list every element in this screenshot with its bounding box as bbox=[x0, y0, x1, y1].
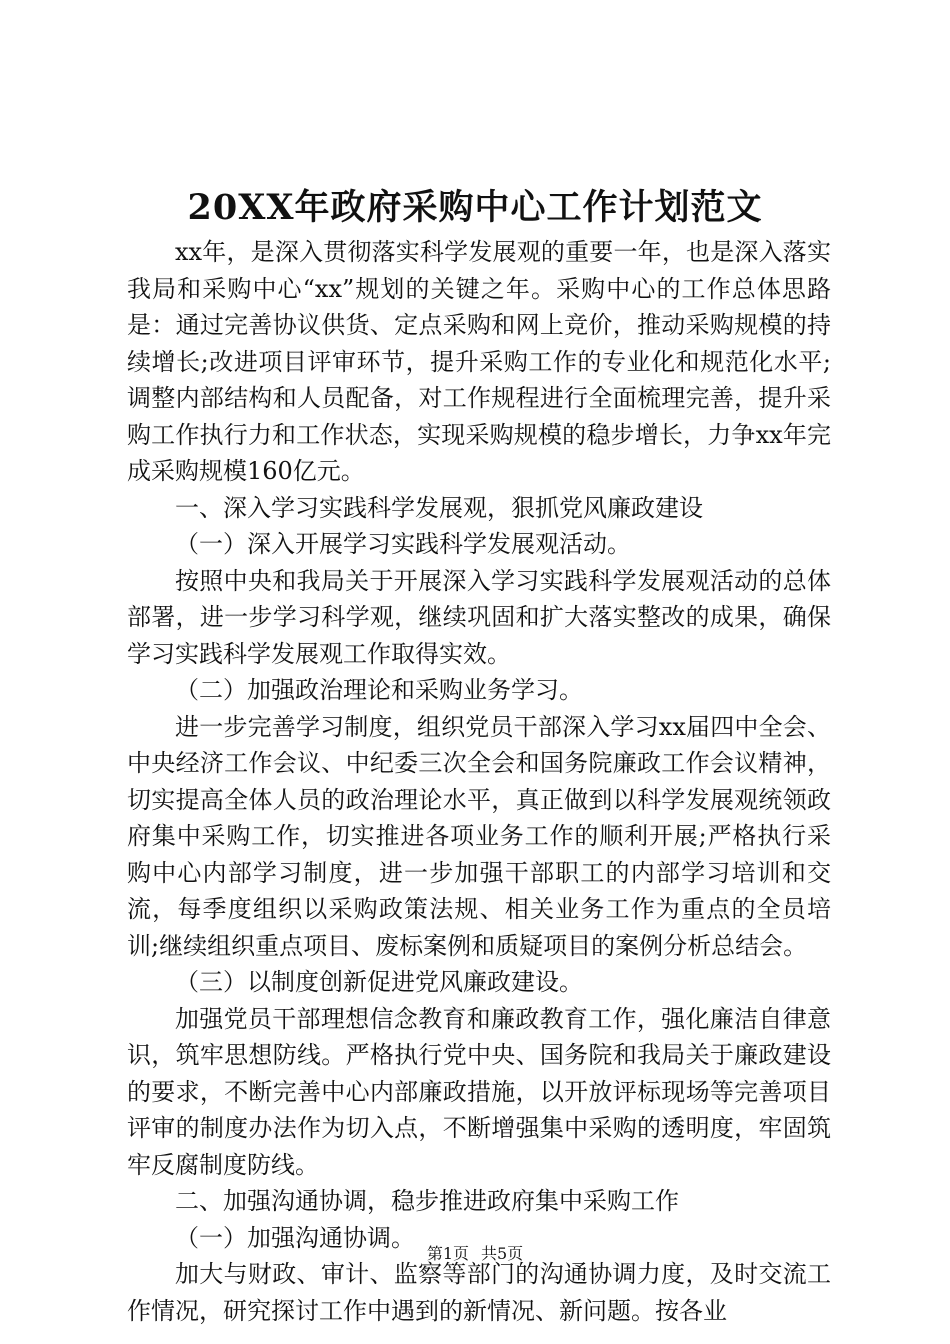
page-total: 共5页 bbox=[481, 1244, 524, 1263]
document-body bbox=[127, 234, 831, 1329]
section-heading-2: 二、加强沟通协调，稳步推进政府集中采购工作 bbox=[175, 1187, 679, 1215]
page-number: 第1页 bbox=[426, 1244, 469, 1263]
paragraph-intro: xx年，是深入贯彻落实科学发展观的重要一年，也是深入落实我局和采购中心“xx”规划的关键之年。采购中心的工作总体思路是：通过完善协议供货、定点采购和网上竞价，推动采购规模的持续增长;改进项目评审环节，提升采购工作的专业化和规范化水平;调整内部结构和人员配备，对工作规程进行全面梳理完善，提升采购工作执行力和工作状态，实现采购规模的稳步增长，力争xx年完成采购规模160亿元。 bbox=[127, 238, 831, 485]
subsection-heading-1-3: （三）以制度创新促进党风廉政建设。 bbox=[175, 968, 583, 996]
paragraph-1-1: 按照中央和我局关于开展深入学习实践科学发展观活动的总体部署，进一步学习科学观，继续巩固和扩大落实整改的成果，确保学习实践科学发展观工作取得实效。 bbox=[127, 566, 831, 668]
paragraph-1-3: 加强党员干部理想信念教育和廉政教育工作，强化廉洁自律意识，筑牢思想防线。严格执行党中央、国务院和我局关于廉政建设的要求，不断完善中心内部廉政措施，以开放评标现场等完善项目评审的制度办法作为切入点，不断增强集中采购的透明度，牢固筑牢反腐制度防线。 bbox=[127, 1004, 831, 1179]
section-heading-1: 一、深入学习实践科学发展观，狠抓党风廉政建设 bbox=[175, 493, 703, 522]
document-title: 20XX年政府采购中心工作计划范文 bbox=[187, 187, 763, 228]
subsection-heading-1-1: （一）深入开展学习实践科学发展观活动。 bbox=[175, 530, 631, 558]
subsection-heading-2-1: （一）加强沟通协调。 bbox=[175, 1223, 415, 1252]
paragraph-1-2: 进一步完善学习制度，组织党员干部深入学习xx届四中全会、中央经济工作会议、中纪委三次全会和国务院廉政工作会议精神，切实提高全体人员的政治理论水平，真正做到以科学发展观统领政府集中采购工作，切实推进各项业务工作的顺利开展;严格执行采购中心内部学习制度，进一步加强干部职工的内部学习培训和交流，每季度组织以采购政策法规、相关业务工作为重点的全员培训;继续组织重点项目、废标案例和质疑项目的案例分析总结会。 bbox=[127, 712, 831, 960]
page-footer bbox=[0, 1243, 950, 1265]
paragraph-2-1: 加大与财政、审计、监察等部门的沟通协调力度，及时交流工作情况，研究探讨工作中遇到的新情况、新问题。按各业 bbox=[127, 1260, 831, 1325]
subsection-heading-1-2: （二）加强政治理论和采购业务学习。 bbox=[175, 676, 583, 704]
